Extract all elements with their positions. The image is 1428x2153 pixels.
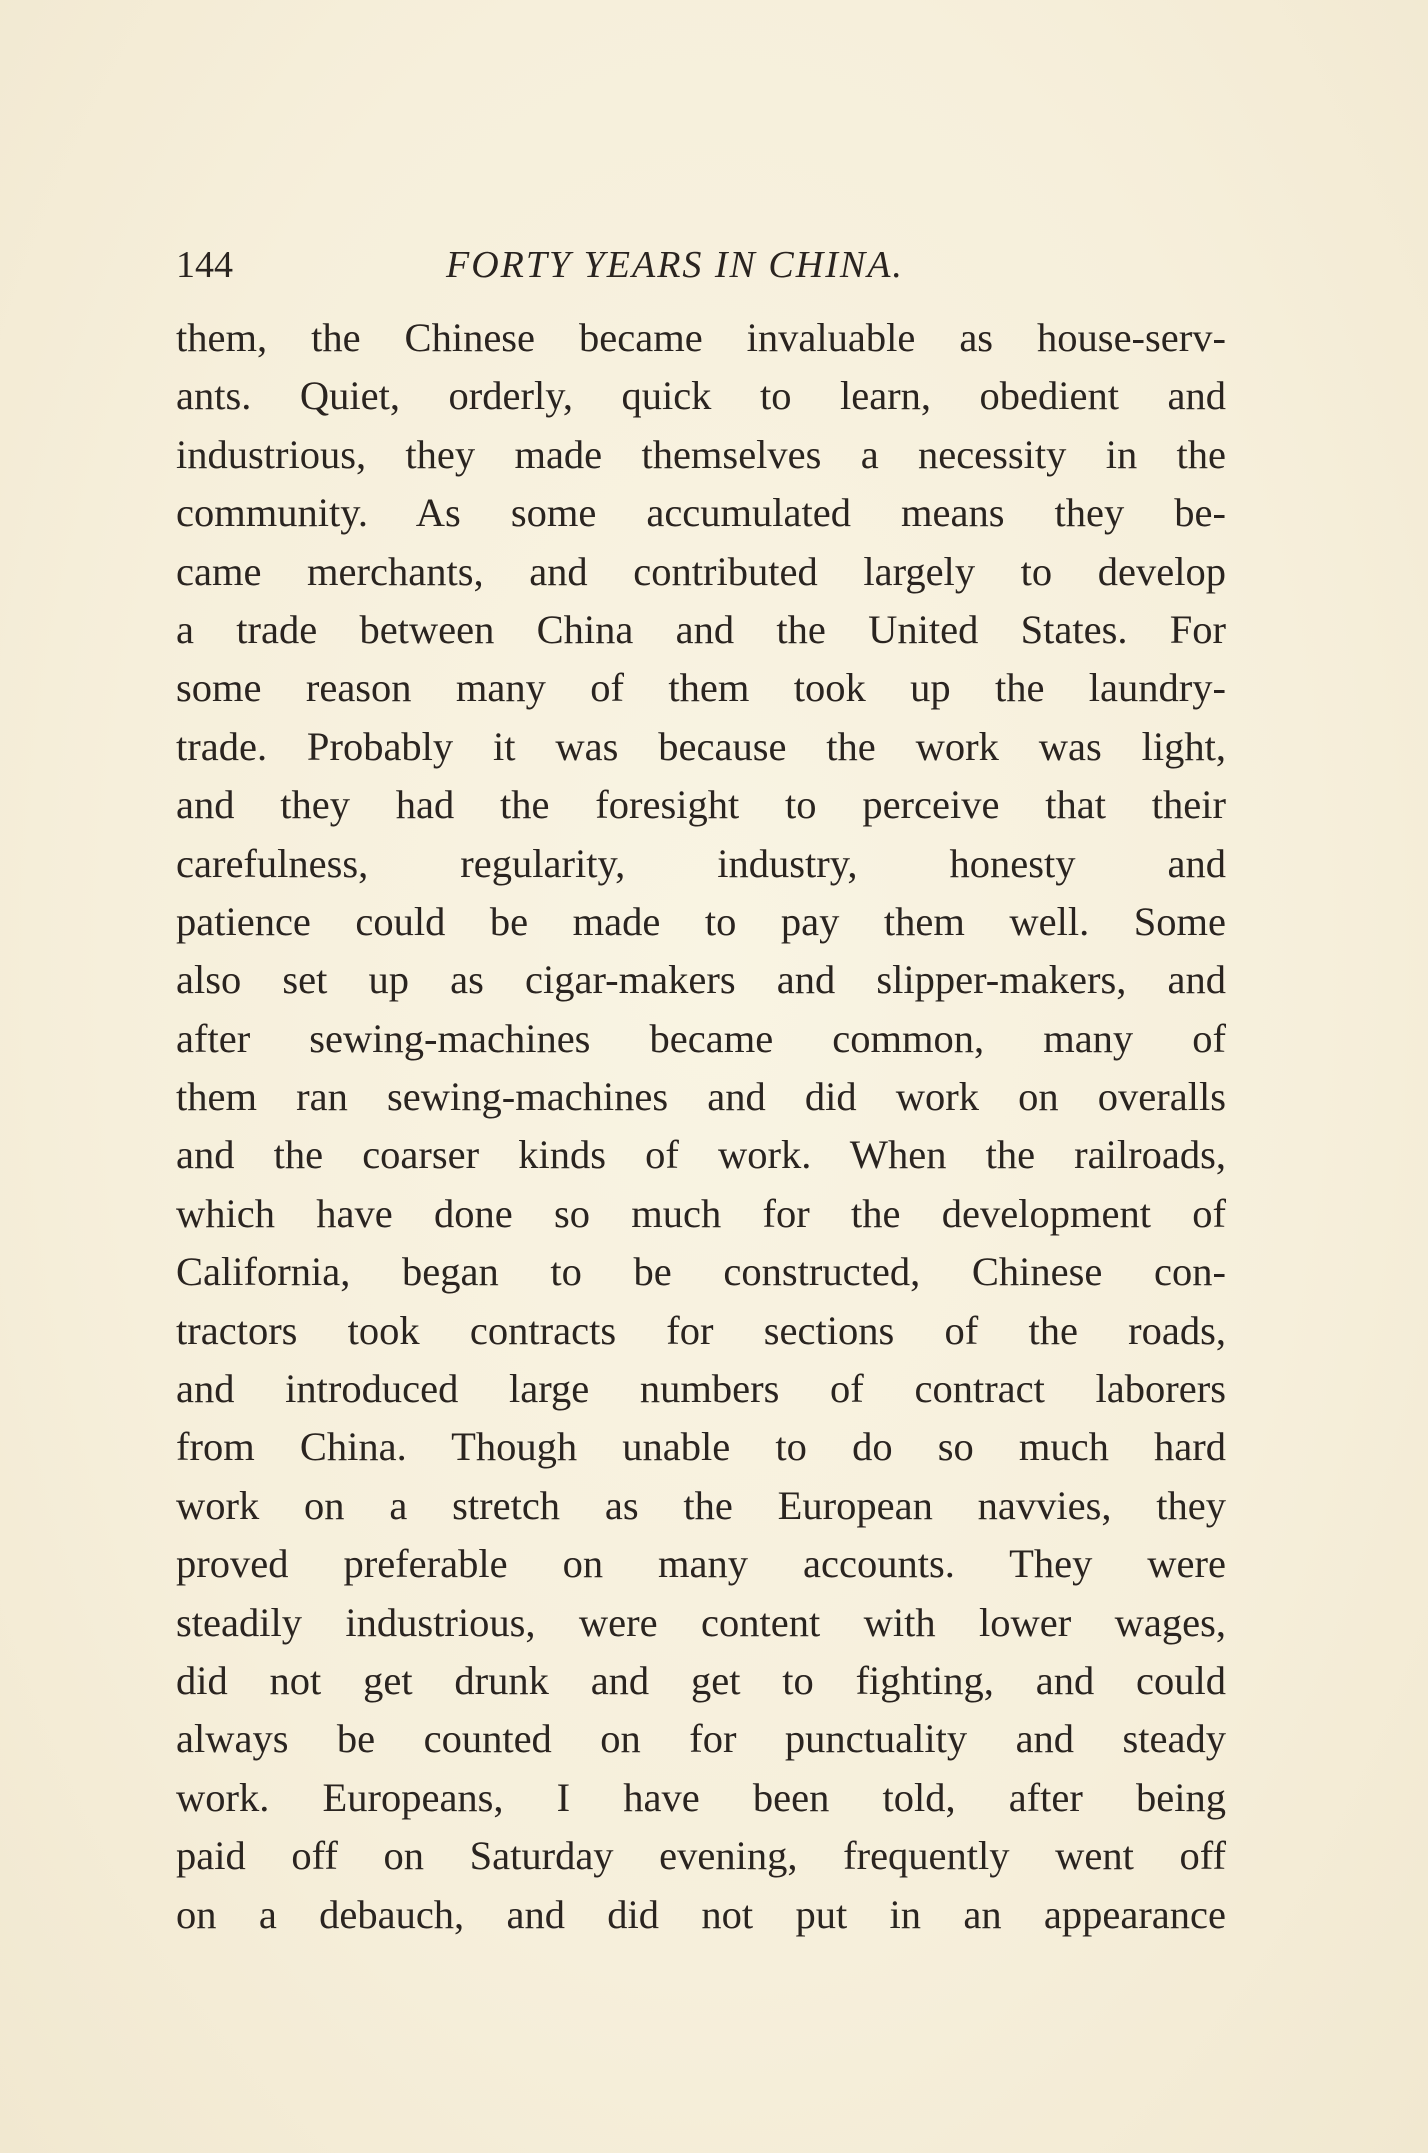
text-line: ants. Quiet, orderly, quick to learn, obedient and [176, 373, 1226, 419]
text-line: also set up as cigar-makers and slipper-makers, and [176, 957, 1226, 1003]
text-line: after sewing-machines became common, many of [176, 1015, 1226, 1061]
text-line: did not get drunk and get to fighting, and could [176, 1657, 1226, 1703]
text-line: and they had the foresight to perceive that their [176, 782, 1226, 828]
text-line: California, began to be constructed, Chinese con- [176, 1249, 1226, 1295]
text-line: and the coarser kinds of work. When the railroads, [176, 1132, 1226, 1178]
text-line: industrious, they made themselves a necessity in the [176, 431, 1226, 477]
text-line: on a debauch, and did not put in an appearance [176, 1891, 1226, 1937]
text-line: them, the Chinese became invaluable as house-serv- [176, 315, 1226, 360]
text-line: community. As some accumulated means they be- [176, 490, 1226, 536]
text-line: came merchants, and contributed largely to develop [176, 548, 1226, 594]
body-text [176, 309, 1226, 1944]
text-line: trade. Probably it was because the work was light, [176, 723, 1226, 769]
text-line: paid off on Saturday evening, frequently went off [176, 1833, 1226, 1879]
running-title: FORTY YEARS IN CHINA. [446, 244, 904, 286]
text-line: patience could be made to pay them well. Some [176, 898, 1226, 944]
running-head [176, 240, 1226, 290]
text-line: tractors took contracts for sections of the roads, [176, 1307, 1226, 1353]
text-line: work on a stretch as the European navvies, they [176, 1482, 1226, 1528]
text-line: proved preferable on many accounts. They were [176, 1541, 1226, 1587]
text-line: them ran sewing-machines and did work on overalls [176, 1074, 1226, 1120]
text-line: which have done so much for the development of [176, 1190, 1226, 1236]
text-line: some reason many of them took up the laundry- [176, 665, 1226, 711]
text-line: a trade between China and the United States. For [176, 606, 1226, 652]
text-line: carefulness, regularity, industry, honesty and [176, 840, 1226, 886]
text-line: always be counted on for punctuality and steady [176, 1716, 1226, 1762]
text-line: work. Europeans, I have been told, after being [176, 1774, 1226, 1820]
text-line: from China. Though unable to do so much hard [176, 1424, 1226, 1470]
text-line: steadily industrious, were content with lower wages, [176, 1599, 1226, 1645]
page-number: 144 [176, 244, 233, 286]
text-line: and introduced large numbers of contract laborers [176, 1366, 1226, 1412]
